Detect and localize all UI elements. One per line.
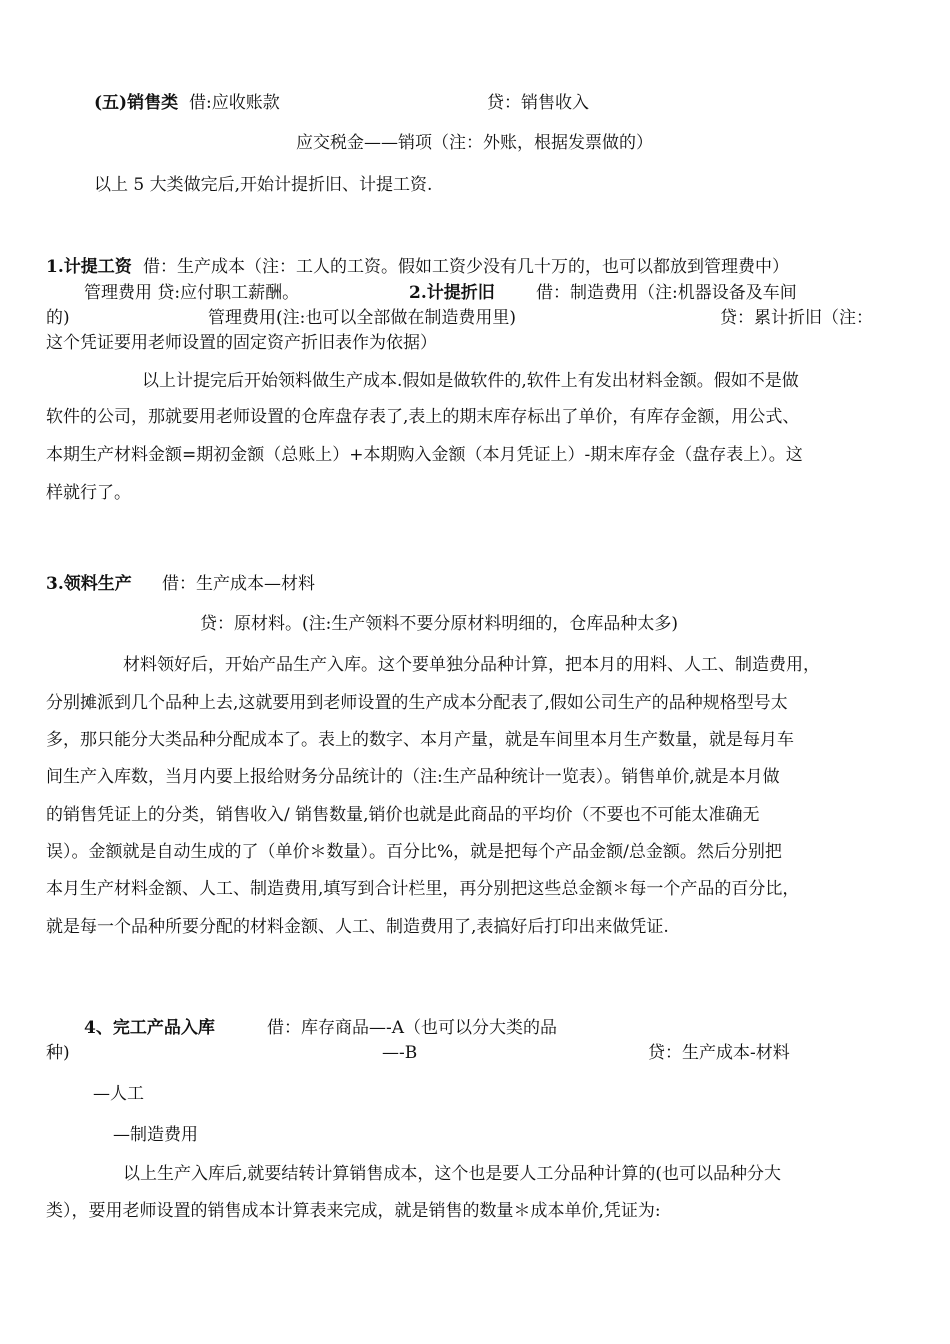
sec5-debit: 借:应收账款 — [189, 93, 280, 113]
sec3-heading: 3.领料生产 — [46, 574, 132, 594]
sec4-credit: 贷：生产成本-材料 — [648, 1043, 790, 1063]
sec1-line1: 借：生产成本（注：工人的工资。假如工资少没有几十万的，也可以都放到管理费中） — [143, 257, 789, 277]
sec4-debit: 借：库存商品—-A（也可以分大类的品 — [267, 1018, 558, 1038]
sec2-heading: 2.计提折旧 — [409, 283, 495, 303]
para2-line: 间生产入库数，当月内要上报给财务分品统计的（注:生产品种统计一览表）。销售单价,就是本月做 — [46, 767, 780, 787]
para2-line: 多，那只能分大类品种分配成本了。表上的数字、本月产量，就是车间里本月生产数量，就是每月车 — [46, 730, 794, 750]
para1-line: 以上计提完后开始领料做生产成本.假如是做软件的,软件上有发出材料金额。假如不是做 — [142, 371, 799, 391]
para2-line: 的销售凭证上的分类，销售收入/ 销售数量,销价也就是此商品的平均价（不要也不可能太准确无 — [46, 805, 760, 825]
sec3-credit: 贷：原材料。(注:生产领料不要分原材料明细的，仓库品种太多) — [200, 614, 678, 634]
sec4-heading: 4、完工产品入库 — [84, 1018, 215, 1038]
sec1-heading: 1.计提工资 — [46, 257, 132, 277]
sec2-debit: 借：制造费用（注:机器设备及车间 — [536, 283, 797, 303]
para2-line: 误）。金额就是自动生成的了（单价＊数量）。百分比%，就是把每个产品金额/总金额。然后分别把 — [46, 842, 782, 862]
sec5-heading: (五)销售类 — [94, 93, 179, 113]
sec1-line2: 管理费用 贷:应付职工薪酬。 — [84, 283, 300, 303]
sec2-line3b: 管理费用(注:也可以全部做在制造费用里) — [208, 308, 516, 328]
para2-line: 本月生产材料金额、人工、制造费用,填写到合计栏里，再分别把这些总金额＊每一个产品的百分比， — [46, 879, 800, 899]
para3-line: 类），要用老师设置的销售成本计算表来完成，就是销售的数量＊成本单价,凭证为: — [46, 1201, 661, 1221]
sec2-line3a: 的) — [46, 308, 70, 328]
sec5-tax: 应交税金——销项（注：外账，根据发票做的） — [296, 133, 653, 153]
para1-line: 样就行了。 — [46, 483, 131, 503]
sec4-mfg: —制造费用 — [113, 1125, 198, 1145]
sec4-cont: 种) — [46, 1043, 70, 1063]
sec5-credit: 贷：销售收入 — [487, 93, 589, 113]
para2-line: 就是每一个品种所要分配的材料金额、人工、制造费用了,表搞好后打印出来做凭证. — [46, 917, 669, 937]
sec2-line4: 这个凭证要用老师设置的固定资产折旧表作为依据） — [46, 333, 437, 353]
sec4-labor: —人工 — [93, 1084, 144, 1104]
sec3-debit: 借：生产成本—材料 — [162, 574, 315, 594]
para1-line: 本期生产材料金额=期初金额（总账上）+本期购入金额（本月凭证上）-期末库存金（盘存表上）。这 — [46, 445, 803, 465]
para2-line: 材料领好后，开始产品生产入库。这个要单独分品种计算，把本月的用料、人工、制造费用， — [123, 655, 820, 675]
para2-line: 分别摊派到几个品种上去,这就要用到老师设置的生产成本分配表了,假如公司生产的品种规格型号太 — [46, 693, 788, 713]
para1-line: 软件的公司，那就要用老师设置的仓库盘存表了,表上的期末库存标出了单价，有库存金额，用公式、 — [46, 407, 800, 427]
sec5-after: 以上 5 大类做完后,开始计提折旧、计提工资. — [94, 175, 433, 195]
sec2-credit: 贷：累计折旧（注： — [720, 308, 873, 328]
para3-line: 以上生产入库后,就要结转计算销售成本，这个也是要人工分品种计算的(也可以品种分大 — [123, 1164, 782, 1184]
sec4-b: —-B — [382, 1043, 418, 1063]
